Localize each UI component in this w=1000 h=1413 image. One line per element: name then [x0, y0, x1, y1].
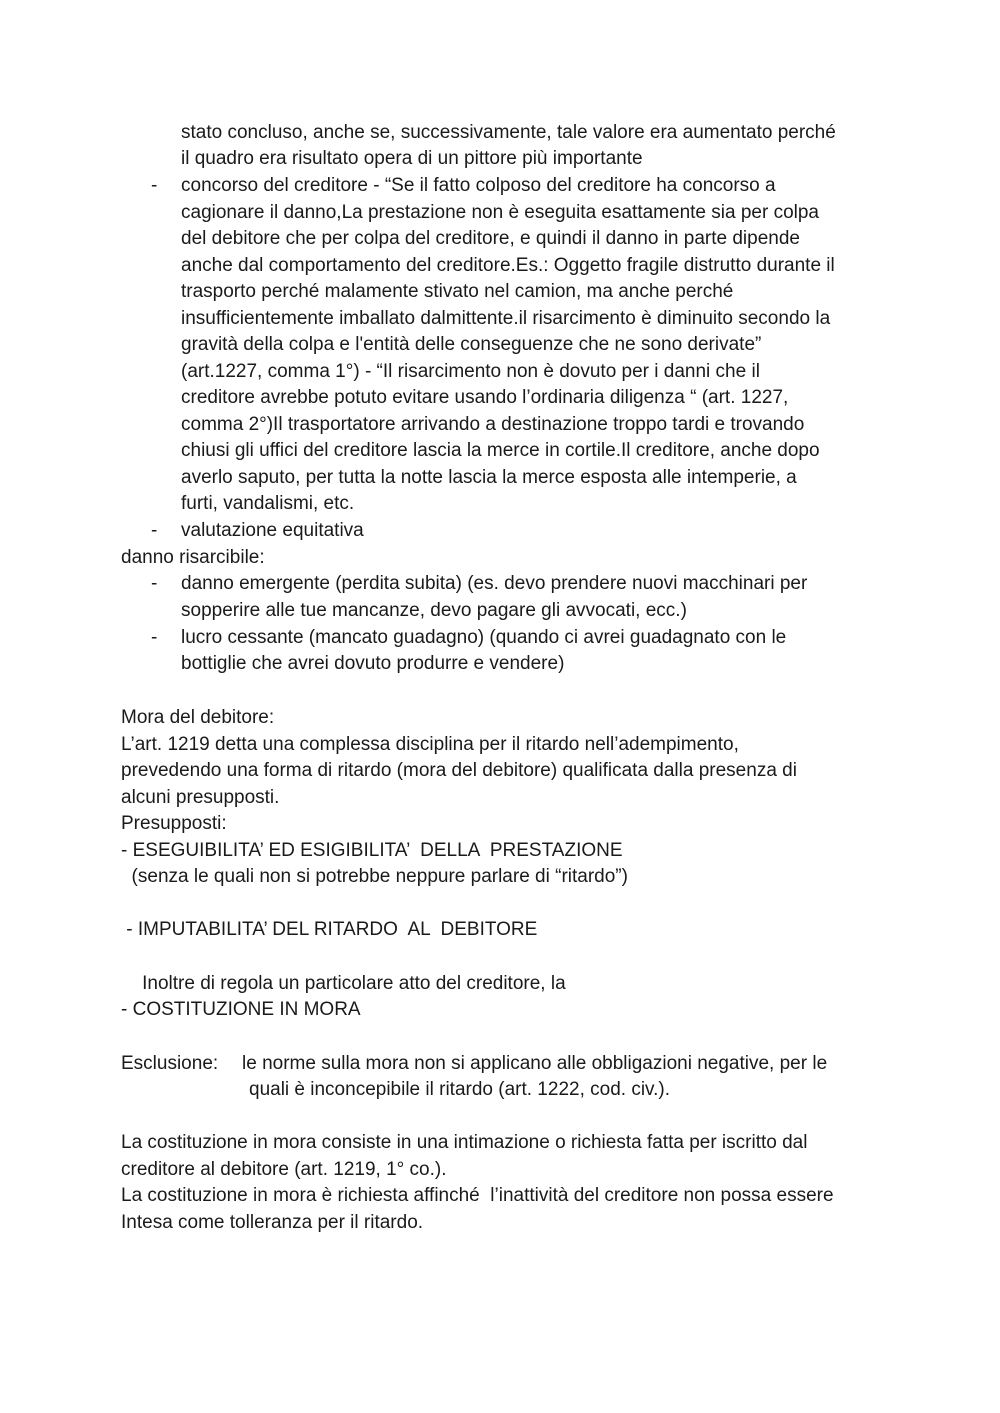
- text-line: stato concluso, anche se, successivamente, tale valore era aumentato perché: [181, 122, 836, 143]
- text-line: furti, vandalismi, etc.: [181, 493, 355, 514]
- text-line: averlo saputo, per tutta la notte lascia la merce esposta alle intemperie, a: [181, 467, 797, 488]
- text-line: sopperire alle tue mancanze, devo pagare gli avvocati, ecc.): [181, 600, 687, 621]
- text-line: del debitore che per colpa del creditore, e quindi il danno in parte dipende: [181, 228, 800, 249]
- text-line: il quadro era risultato opera di un pittore più importante: [181, 148, 643, 169]
- text-line: le norme sulla mora non si applicano alle obbligazioni negative, per le: [242, 1053, 828, 1074]
- bullet-marker: -: [151, 573, 158, 594]
- esclusione-label: Esclusione:: [121, 1053, 219, 1074]
- text-line: insufficientemente imballato dalmittente.il risarcimento è diminuito secondo la: [181, 308, 831, 329]
- text-line: chiusi gli uffici del creditore lascia la merce in cortile.Il creditore, anche dopo: [181, 440, 820, 461]
- text-line: valutazione equitativa: [181, 520, 364, 541]
- text-line: trasporto perché malamente stivato nel camion, ma anche perché: [181, 281, 734, 302]
- text-line: (senza le quali non si potrebbe neppure parlare di “ritardo”): [121, 866, 628, 887]
- text-line: La costituzione in mora consiste in una intimazione o richiesta fatta per iscritto dal: [121, 1132, 808, 1153]
- bullet-marker: -: [151, 627, 158, 648]
- text-line: L’art. 1219 detta una complessa disciplina per il ritardo nell’adempimento,: [121, 734, 739, 755]
- section-heading: Mora del debitore:: [121, 707, 275, 728]
- text-line: (art.1227, comma 1°) - “Il risarcimento non è dovuto per i danni che il: [181, 361, 760, 382]
- bullet-marker: -: [151, 520, 158, 541]
- text-line: creditore avrebbe potuto evitare usando l’ordinaria diligenza “ (art. 1227,: [181, 387, 789, 408]
- text-line: quali è inconcepibile il ritardo (art. 1222, cod. civ.).: [249, 1079, 671, 1100]
- text-line: anche dal comportamento del creditore.Es.: Oggetto fragile distrutto durante il: [181, 255, 835, 276]
- text-line: - ESEGUIBILITA’ ED ESIGIBILITA’ DELLA PRESTAZIONE: [121, 840, 623, 861]
- text-line: bottiglie che avrei dovuto produrre e vendere): [181, 653, 565, 674]
- text-line: Inoltre di regola un particolare atto del creditore, la: [121, 973, 566, 994]
- text-line: comma 2°)Il trasportatore arrivando a destinazione troppo tardi e trovando: [181, 414, 805, 435]
- text-line: prevedendo una forma di ritardo (mora del debitore) qualificata dalla presenza di: [121, 760, 797, 781]
- section-heading: danno risarcibile:: [121, 547, 265, 568]
- text-line: - IMPUTABILITA’ DEL RITARDO AL DEBITORE: [121, 919, 538, 940]
- text-line: Intesa come tolleranza per il ritardo.: [121, 1212, 424, 1233]
- text-line: concorso del creditore - “Se il fatto colposo del creditore ha concorso a: [181, 175, 776, 196]
- text-line: alcuni presupposti.: [121, 787, 280, 808]
- section-heading: Presupposti:: [121, 813, 227, 834]
- text-line: cagionare il danno,La prestazione non è eseguita esattamente sia per colpa: [181, 202, 819, 223]
- bullet-marker: -: [151, 175, 158, 196]
- text-line: creditore al debitore (art. 1219, 1° co.).: [121, 1159, 447, 1180]
- text-line: gravità della colpa e l'entità delle conseguenze che ne sono derivate”: [181, 334, 762, 355]
- text-line: lucro cessante (mancato guadagno) (quando ci avrei guadagnato con le: [181, 627, 787, 648]
- text-line: La costituzione in mora è richiesta affinché l’inattività del creditore non possa essere: [121, 1185, 834, 1206]
- text-line: - COSTITUZIONE IN MORA: [121, 999, 361, 1020]
- text-line: danno emergente (perdita subita) (es. devo prendere nuovi macchinari per: [181, 573, 808, 594]
